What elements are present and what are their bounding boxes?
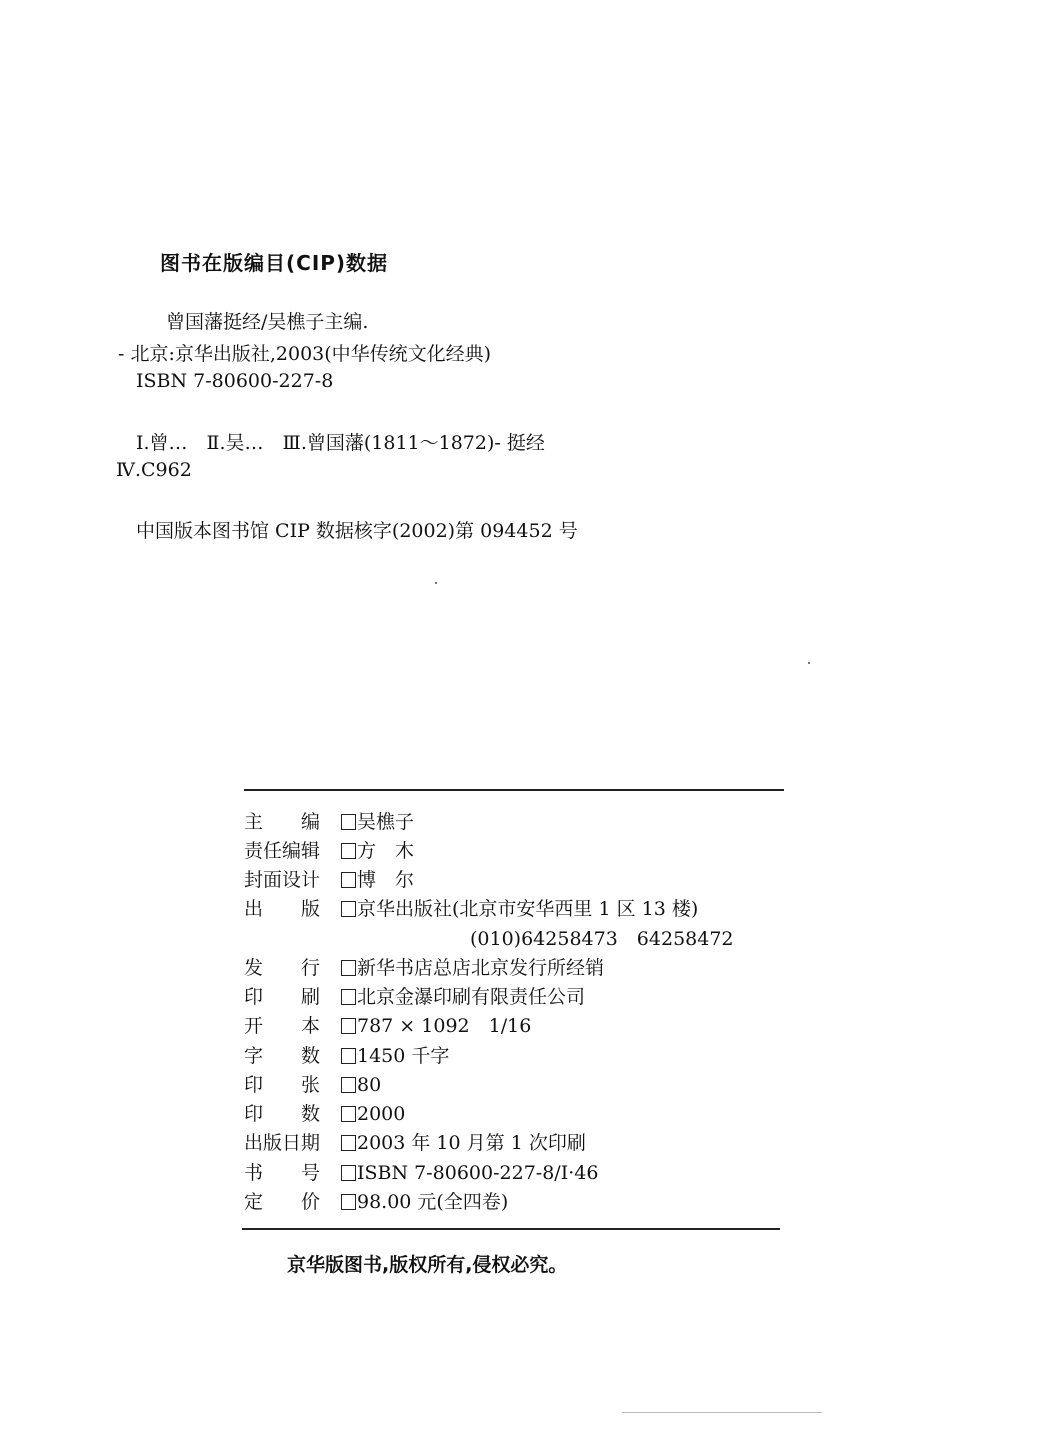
row-label: 印 刷 bbox=[244, 986, 321, 1008]
row-value: 北京金瀑印刷有限责任公司 bbox=[357, 986, 586, 1008]
separator-box bbox=[341, 1077, 356, 1093]
row-label: 出 版 bbox=[244, 898, 321, 920]
separator-box bbox=[341, 989, 356, 1005]
colophon-row-word-count bbox=[244, 1043, 449, 1069]
row-label: 发 行 bbox=[244, 957, 321, 979]
separator-box bbox=[341, 901, 356, 917]
cip-isbn-line: ISBN 7-80600-227-8 bbox=[136, 370, 334, 392]
colophon-row-format bbox=[244, 1013, 531, 1039]
bottom-rule bbox=[242, 1228, 780, 1230]
row-value: 吴樵子 bbox=[357, 811, 415, 833]
row-label: 定 价 bbox=[244, 1191, 321, 1213]
row-value: ISBN 7-80600-227-8/I·46 bbox=[357, 1162, 599, 1184]
separator-box bbox=[341, 1165, 356, 1181]
row-value: 98.00 元(全四卷) bbox=[357, 1191, 509, 1213]
row-value: 京华出版社(北京市安华西里 1 区 13 楼) bbox=[357, 898, 699, 920]
scan-speck bbox=[808, 662, 810, 664]
row-value: 2000 bbox=[357, 1103, 406, 1125]
separator-box bbox=[341, 960, 356, 976]
separator-box bbox=[341, 872, 356, 888]
separator-box bbox=[341, 1018, 356, 1034]
cip-title-line: 曾国藩挺经/吴樵子主编. bbox=[166, 311, 369, 333]
row-label: 封面设计 bbox=[244, 869, 321, 891]
row-value: 方 木 bbox=[357, 840, 415, 862]
row-label: 印 张 bbox=[244, 1074, 321, 1096]
scan-speck bbox=[435, 582, 437, 584]
separator-box bbox=[341, 814, 356, 830]
cip-publisher-line: - 北京:京华出版社,2003(中华传统文化经典) bbox=[118, 343, 492, 365]
row-value: 787 × 1092 1/16 bbox=[357, 1015, 532, 1037]
colophon-row-editor bbox=[244, 809, 414, 835]
row-label: 字 数 bbox=[244, 1045, 321, 1067]
separator-box bbox=[341, 1048, 356, 1064]
row-label: 印 数 bbox=[244, 1103, 321, 1125]
colophon-row-responsible-editor bbox=[244, 838, 414, 864]
copyright-notice: 京华版图书,版权所有,侵权必究。 bbox=[287, 1254, 568, 1276]
separator-box bbox=[341, 1194, 356, 1210]
colophon-row-publisher bbox=[244, 896, 698, 922]
row-label: 出版日期 bbox=[244, 1132, 321, 1154]
row-label: 责任编辑 bbox=[244, 840, 321, 862]
row-label: 书 号 bbox=[244, 1162, 321, 1184]
row-value: 1450 千字 bbox=[357, 1045, 450, 1067]
scan-speck bbox=[622, 1412, 822, 1413]
row-value: 新华书店总店北京发行所经销 bbox=[357, 957, 605, 979]
row-label: 开 本 bbox=[244, 1015, 321, 1037]
cip-subject-line: Ⅰ.曾… Ⅱ.吴… Ⅲ.曾国藩(1811～1872)- 挺经 bbox=[136, 432, 545, 454]
row-value: 80 bbox=[357, 1074, 382, 1096]
colophon-row-printer bbox=[244, 984, 585, 1010]
separator-box bbox=[341, 843, 356, 859]
colophon-row-isbn bbox=[244, 1160, 598, 1186]
colophon-row-cover-design bbox=[244, 867, 414, 893]
cip-heading: 图书在版编目(CIP)数据 bbox=[160, 251, 389, 275]
row-label: 主 编 bbox=[244, 811, 321, 833]
top-rule bbox=[244, 789, 784, 791]
colophon-row-distribution bbox=[244, 955, 604, 981]
separator-box bbox=[341, 1135, 356, 1151]
row-value: 博 尔 bbox=[357, 869, 415, 891]
colophon-row-sheets bbox=[244, 1072, 381, 1098]
publisher-phone: (010)64258473 64258472 bbox=[470, 928, 734, 950]
colophon-row-print-run bbox=[244, 1101, 405, 1127]
row-value: 2003 年 10 月第 1 次印刷 bbox=[357, 1132, 586, 1154]
separator-box bbox=[341, 1106, 356, 1122]
cip-class-line: Ⅳ.C962 bbox=[116, 459, 192, 481]
colophon-row-publication-date bbox=[244, 1130, 586, 1156]
colophon-row-price bbox=[244, 1189, 508, 1215]
cip-record-line: 中国版本图书馆 CIP 数据核字(2002)第 094452 号 bbox=[136, 520, 578, 542]
